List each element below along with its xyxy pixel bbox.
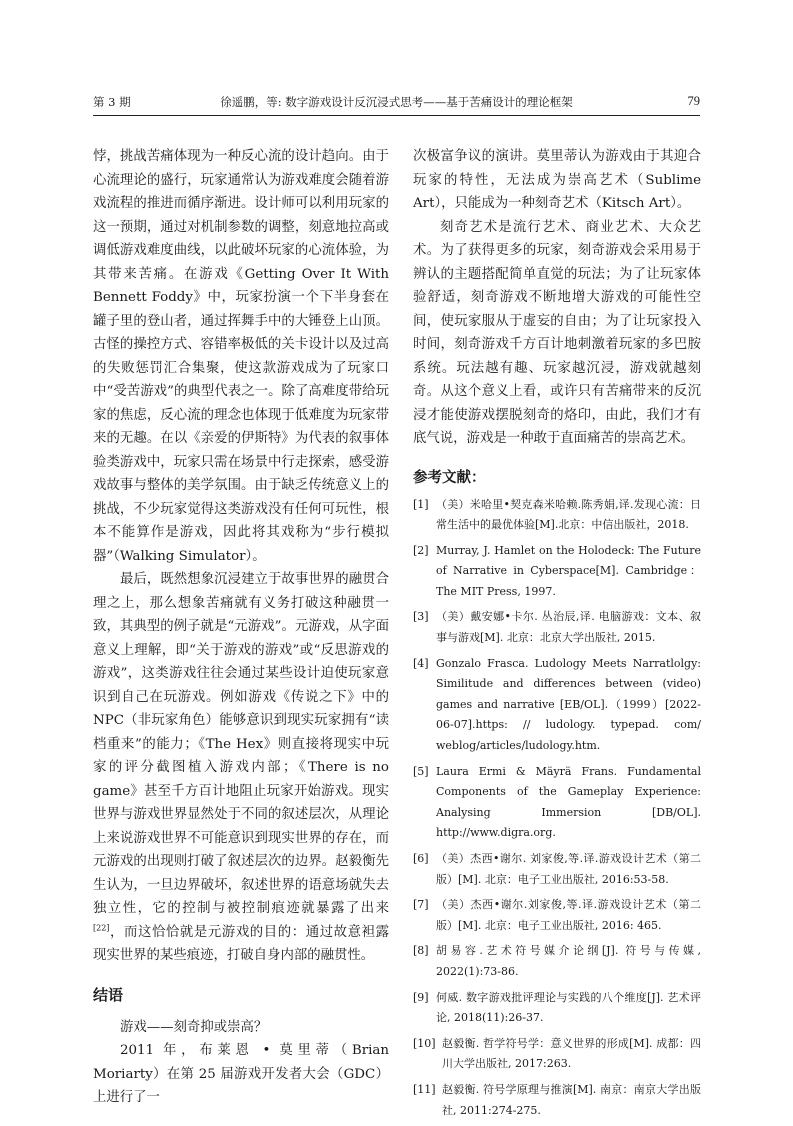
paragraph-text: 最后，既然想象沉浸建立于故事世界的融贯合理之上，那么想象苦痛就有义务打破这种融贯一致，其典型的例子就是“元游戏”。元游戏，从字面意义上理解，即“关于游戏的游戏”或“反思游戏的游戏”，这类游戏往往会通过某些设计迫使玩家意识到自己在玩游戏。例如游戏《传说之下》中的 NPC（非玩家角色）能够意识到现实玩家拥有“读档重来”的能力；《The Hex》则直接将现实中玩家的评分截图植入游戏内部；《There is no game》甚至千方百计地阻止玩家开始游戏。现实世界与游戏世界显然处于不同的叙述层次，从理论上来说游戏世界不可能意识到现实世界的存在，而元游戏的出现则打破了叙述层次的边界。赵毅衡先生认为，一旦边界破坏，叙述世界的语意场就失去独立性，它的控制与被控制痕迹就暴露了出来 <box>93 572 389 916</box>
page-number: 79 <box>687 94 700 108</box>
reference-item <box>413 1080 701 1121</box>
body-paragraph: 游戏——刻奇抑或崇高？ <box>120 1019 268 1035</box>
reference-text: Gonzalo Frasca. Ludology Meets Narratlolgy: Similitude and differences between (video) games and narrative [EB/OL].（1999）[2022-06-07].https: // ludology. typepad. com/ weblog/articles/ludology.htm. <box>436 656 701 753</box>
reference-number: [1] <box>413 497 429 511</box>
reference-text: （美）杰西•谢尔.刘家俊,等.译.游戏设计艺术（第二版）[M]. 北京：电子工业出版社, 2016: 465. <box>436 898 701 932</box>
reference-number: [10] <box>413 1036 436 1050</box>
reference-text: 胡易容.艺术符号媒介论纲[J]. 符号与传媒, 2022(1):73-86. <box>436 944 701 978</box>
reference-text: 何威. 数字游戏批评理论与实践的八个维度[J]. 艺术评论, 2018(11):26-37. <box>436 990 701 1025</box>
reference-item <box>413 495 701 536</box>
reference-number: [3] <box>413 610 429 624</box>
reference-item <box>413 941 701 982</box>
section-heading: 结语 <box>93 985 124 1004</box>
reference-item <box>413 1034 701 1075</box>
reference-number: [4] <box>413 656 429 670</box>
reference-number: [2] <box>413 543 429 557</box>
right-column <box>413 145 701 1126</box>
reference-text: 赵毅衡. 哲学符号学：意义世界的形成[M]. 成都：四川大学出版社, 2017:263. <box>442 1036 701 1071</box>
reference-text: （美）米哈里•契克森米哈赖.陈秀娟,译.发现心流：日常生活中的最优体验[M].北京：中信出版社，2018. <box>436 497 701 532</box>
reference-text: Laura Ermi & Mäyrä Frans. Fundamental Components of the Gameplay Experience: Analysing Immersion [DB/OL]. http://www.digra.org. <box>436 764 701 840</box>
reference-number: [8] <box>413 944 429 958</box>
reference-item <box>413 762 701 844</box>
running-header <box>93 94 700 112</box>
reference-list <box>413 495 701 1122</box>
reference-number: [5] <box>413 764 429 778</box>
body-paragraph: 悖，挑战苦痛体现为一种反心流的设计趋向。由于心流理论的盛行，玩家通常认为游戏难度会随着游戏流程的推进而循序渐进。设计师可以利用玩家的这一预期，通过对机制参数的调整，刻意地拉高或调低游戏难度曲线，以此破坏玩家的心流体验，为其带来苦痛。在游戏《Getting Over It With Bennett Foddy》中，玩家扮演一个下半身套在罐子里的登山者，通过挥舞手中的大锤登上山顶。古怪的操控方式、容错率极低的关卡设计以及过高的失败惩罚汇合集聚，使这款游戏成为了玩家口中“受苦游戏”的典型代表之一。除了高难度带给玩家的焦虑，反心流的理念也体现于低难度为玩家带来的无趣。在以《亲爱的伊斯特》为代表的叙事体验类游戏中，玩家只需在场景中行走探索，感受游戏故事与整体的美学氛围。由于缺乏传统意义上的挑战，不少玩家觉得这类游戏没有任何可玩性，根本不能算作是游戏，因此将其戏称为“步行模拟器”（Walking Simulator）。 <box>93 149 389 564</box>
reference-number: [9] <box>413 990 429 1004</box>
reference-number: [6] <box>413 852 429 865</box>
reference-text: 赵毅衡. 符号学原理与推演[M]. 南京：南京大学出版社, 2011:274-275. <box>442 1082 701 1117</box>
reference-item <box>413 849 701 890</box>
reference-item <box>413 988 701 1029</box>
body-paragraph: 2011 年，布莱恩 • 莫里蒂（Brian Moriarty）在第 25 届游戏开发者大会（GDC）上进行了一 <box>93 1043 389 1105</box>
reference-item <box>413 654 701 757</box>
references-heading: 参考文献： <box>413 469 486 486</box>
reference-text: （美）戴安娜•卡尔. 丛治辰,译. 电脑游戏：文本、叙事与游戏[M]. 北京：北京大学出版社, 2015. <box>436 610 701 645</box>
reference-item <box>413 607 701 648</box>
reference-number: [7] <box>413 898 429 912</box>
reference-number: [11] <box>413 1082 436 1096</box>
body-paragraph <box>93 568 389 968</box>
paragraph-text: ，而这恰恰就是元游戏的目的：通过故意袒露现实世界的某些痕迹，打破自身内部的融贯性。 <box>93 924 389 963</box>
body-paragraph: 次极富争议的演讲。莫里蒂认为游戏由于其迎合玩家的特性，无法成为崇高艺术（Sublime Art），只能成为一种刻奇艺术（Kitsch Art）。 <box>413 149 701 211</box>
reference-item <box>413 895 701 936</box>
header-divider <box>93 115 700 116</box>
running-title: 徐遥鹏，等: 数字游戏设计反沉浸式思考——基于苦痛设计的理论框架 <box>220 95 573 109</box>
reference-text: （美）杰西•谢尔. 刘家俊,等.译.游戏设计艺术（第二版）[M]. 北京：电子工业出版社, 2016:53-58. <box>436 852 701 886</box>
body-paragraph: 刻奇艺术是流行艺术、商业艺术、大众艺术。为了获得更多的玩家，刻奇游戏会采用易于辨认的主题搭配简单直觉的玩法；为了让玩家体验舒适，刻奇游戏不断地增大游戏的可能性空间，使玩家服从于虚妄的自由；为了让玩家投入时间，刻奇游戏千方百计地刺激着玩家的多巴胺系统。玩法越有趣、玩家越沉浸，游戏就越刻奇。从这个意义上看，或许只有苦痛带来的反沉浸才能使游戏摆脱刻奇的烙印，由此，我们才有底气说，游戏是一种敢于直面痛苦的崇高艺术。 <box>413 219 701 446</box>
issue-number: 第 3 期 <box>93 95 131 109</box>
reference-item <box>413 541 701 603</box>
citation-marker: [22] <box>93 923 110 933</box>
left-column <box>93 145 389 1110</box>
reference-text: Murray, J. Hamlet on the Holodeck: The Future of Narrative in Cyberspace[M]. Cambridge：The MIT Press, 1997. <box>436 543 701 598</box>
